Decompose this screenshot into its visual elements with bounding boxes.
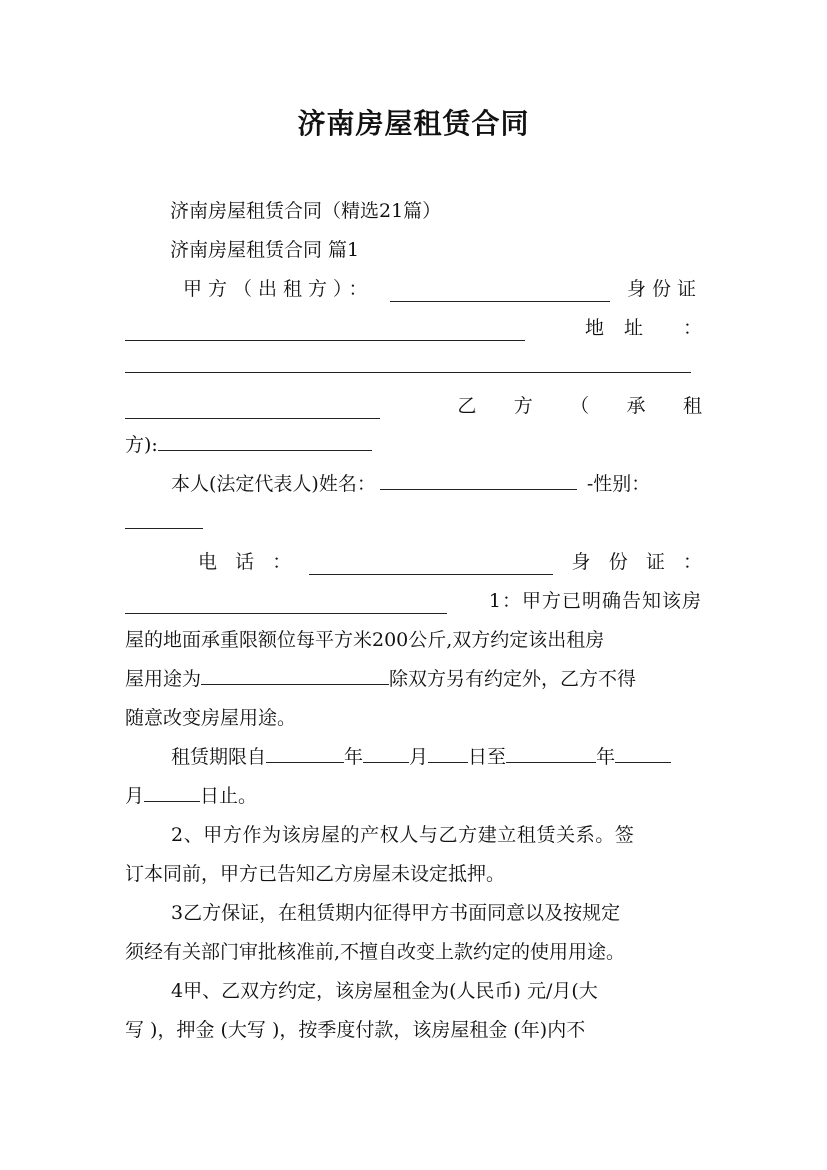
start-year-blank — [266, 744, 344, 763]
end-year-blank — [506, 744, 596, 763]
clause4-text-1: 4甲、乙双方约定，该房屋租金为(人民币) 元/月(大 — [171, 980, 598, 1002]
clause1-line4: 随意改变房屋用途。 — [125, 707, 297, 729]
phone-line — [125, 549, 702, 575]
term-text-b: 年 — [344, 746, 364, 768]
party-b-id-blank — [125, 595, 447, 614]
representative-line — [125, 471, 720, 497]
gender-blank-line — [125, 510, 702, 536]
phone-blank — [309, 556, 553, 575]
address-blank-line — [125, 354, 702, 380]
clause1-text-3a: 屋用途为 — [125, 668, 202, 690]
party-b-name-blank — [158, 432, 372, 451]
clause3-text-1: 3乙方保证，在租赁期内征得甲方书面同意以及按规定 — [171, 902, 621, 924]
party-b-label-1: 乙 — [457, 395, 477, 417]
party-a-id-blank — [125, 322, 525, 341]
term-text-a: 租赁期限自 — [171, 746, 267, 768]
party-b-label-2: 方 — [513, 395, 533, 417]
end-day-blank — [144, 783, 200, 802]
clause1-line2: 屋的地面承重限额位每平方米200公斤,双方约定该出租房 — [125, 629, 605, 651]
phone-label-2: 话 — [235, 551, 255, 573]
party-a-label: 甲方（出租方）： — [183, 278, 374, 300]
term-text-g: 日止。 — [200, 785, 258, 807]
party-a-id-label: 身份证 — [626, 278, 702, 300]
intro-line: 济南房屋租赁合同（精选21篇） — [170, 200, 442, 222]
usage-blank — [201, 666, 389, 685]
gender-blank — [125, 510, 203, 529]
phone-colon: ： — [272, 551, 292, 573]
document-title: 济南房屋租赁合同 — [297, 107, 530, 140]
term-text-c: 月 — [409, 746, 429, 768]
phone-label-1: 电 — [198, 551, 218, 573]
start-month-blank — [363, 744, 409, 763]
party-a-name-blank — [390, 283, 610, 302]
id-label-2: 份 — [608, 551, 628, 573]
party-a-address-line — [125, 315, 702, 341]
address-colon: ： — [682, 317, 702, 339]
term-text-e: 年 — [596, 746, 616, 768]
clause3-line2: 须经有关部门审批核准前,不擅自改变上款约定的使用用途。 — [125, 941, 626, 963]
gender-label: -性别： — [586, 473, 651, 495]
clause1-text-3b: 除双方另有约定外，乙方不得 — [389, 668, 637, 690]
party-b-label-6: 方): — [125, 434, 158, 456]
clause2-text-1: 2、甲方作为该房屋的产权人与乙方建立租赁关系。签 — [171, 824, 635, 846]
end-month-blank — [615, 744, 671, 763]
address-blank-end — [125, 400, 380, 419]
party-b-label-3: （ — [570, 395, 590, 417]
clause1-line1 — [125, 588, 702, 614]
section-heading: 济南房屋租赁合同 篇1 — [170, 239, 360, 261]
clause1-text-1: 1：甲方已明确告知该房 — [488, 590, 702, 612]
party-b-line-2 — [125, 432, 702, 458]
term-text-f: 月 — [125, 785, 145, 807]
address-label-1: 地 — [584, 317, 604, 339]
clause2-line2: 订本同前，甲方已告知乙方房屋未设定抵押。 — [125, 863, 506, 885]
party-a-line — [125, 276, 702, 302]
term-line2 — [125, 783, 702, 809]
representative-name-blank — [380, 471, 577, 490]
clause2-line1 — [125, 822, 702, 848]
clause4-line2: 写 )，押金 (大写 )，按季度付款，该房屋租金 (年)内不 — [125, 1019, 586, 1041]
id-colon: ： — [682, 551, 702, 573]
address-label-2: 址 — [623, 317, 643, 339]
clause4-line1 — [125, 978, 702, 1004]
party-b-line — [125, 393, 702, 419]
party-a-address-blank — [125, 354, 691, 373]
term-line1 — [125, 744, 702, 770]
id-label-1: 身 — [571, 551, 591, 573]
party-b-label-4: 承 — [626, 395, 646, 417]
clause3-line1 — [125, 900, 702, 926]
term-text-d: 日至 — [468, 746, 507, 768]
party-b-label-5: 租 — [682, 395, 702, 417]
start-day-blank — [428, 744, 468, 763]
id-label-3: 证 — [645, 551, 665, 573]
representative-label: 本人(法定代表人)姓名： — [171, 473, 376, 495]
clause1-line3 — [125, 666, 702, 692]
